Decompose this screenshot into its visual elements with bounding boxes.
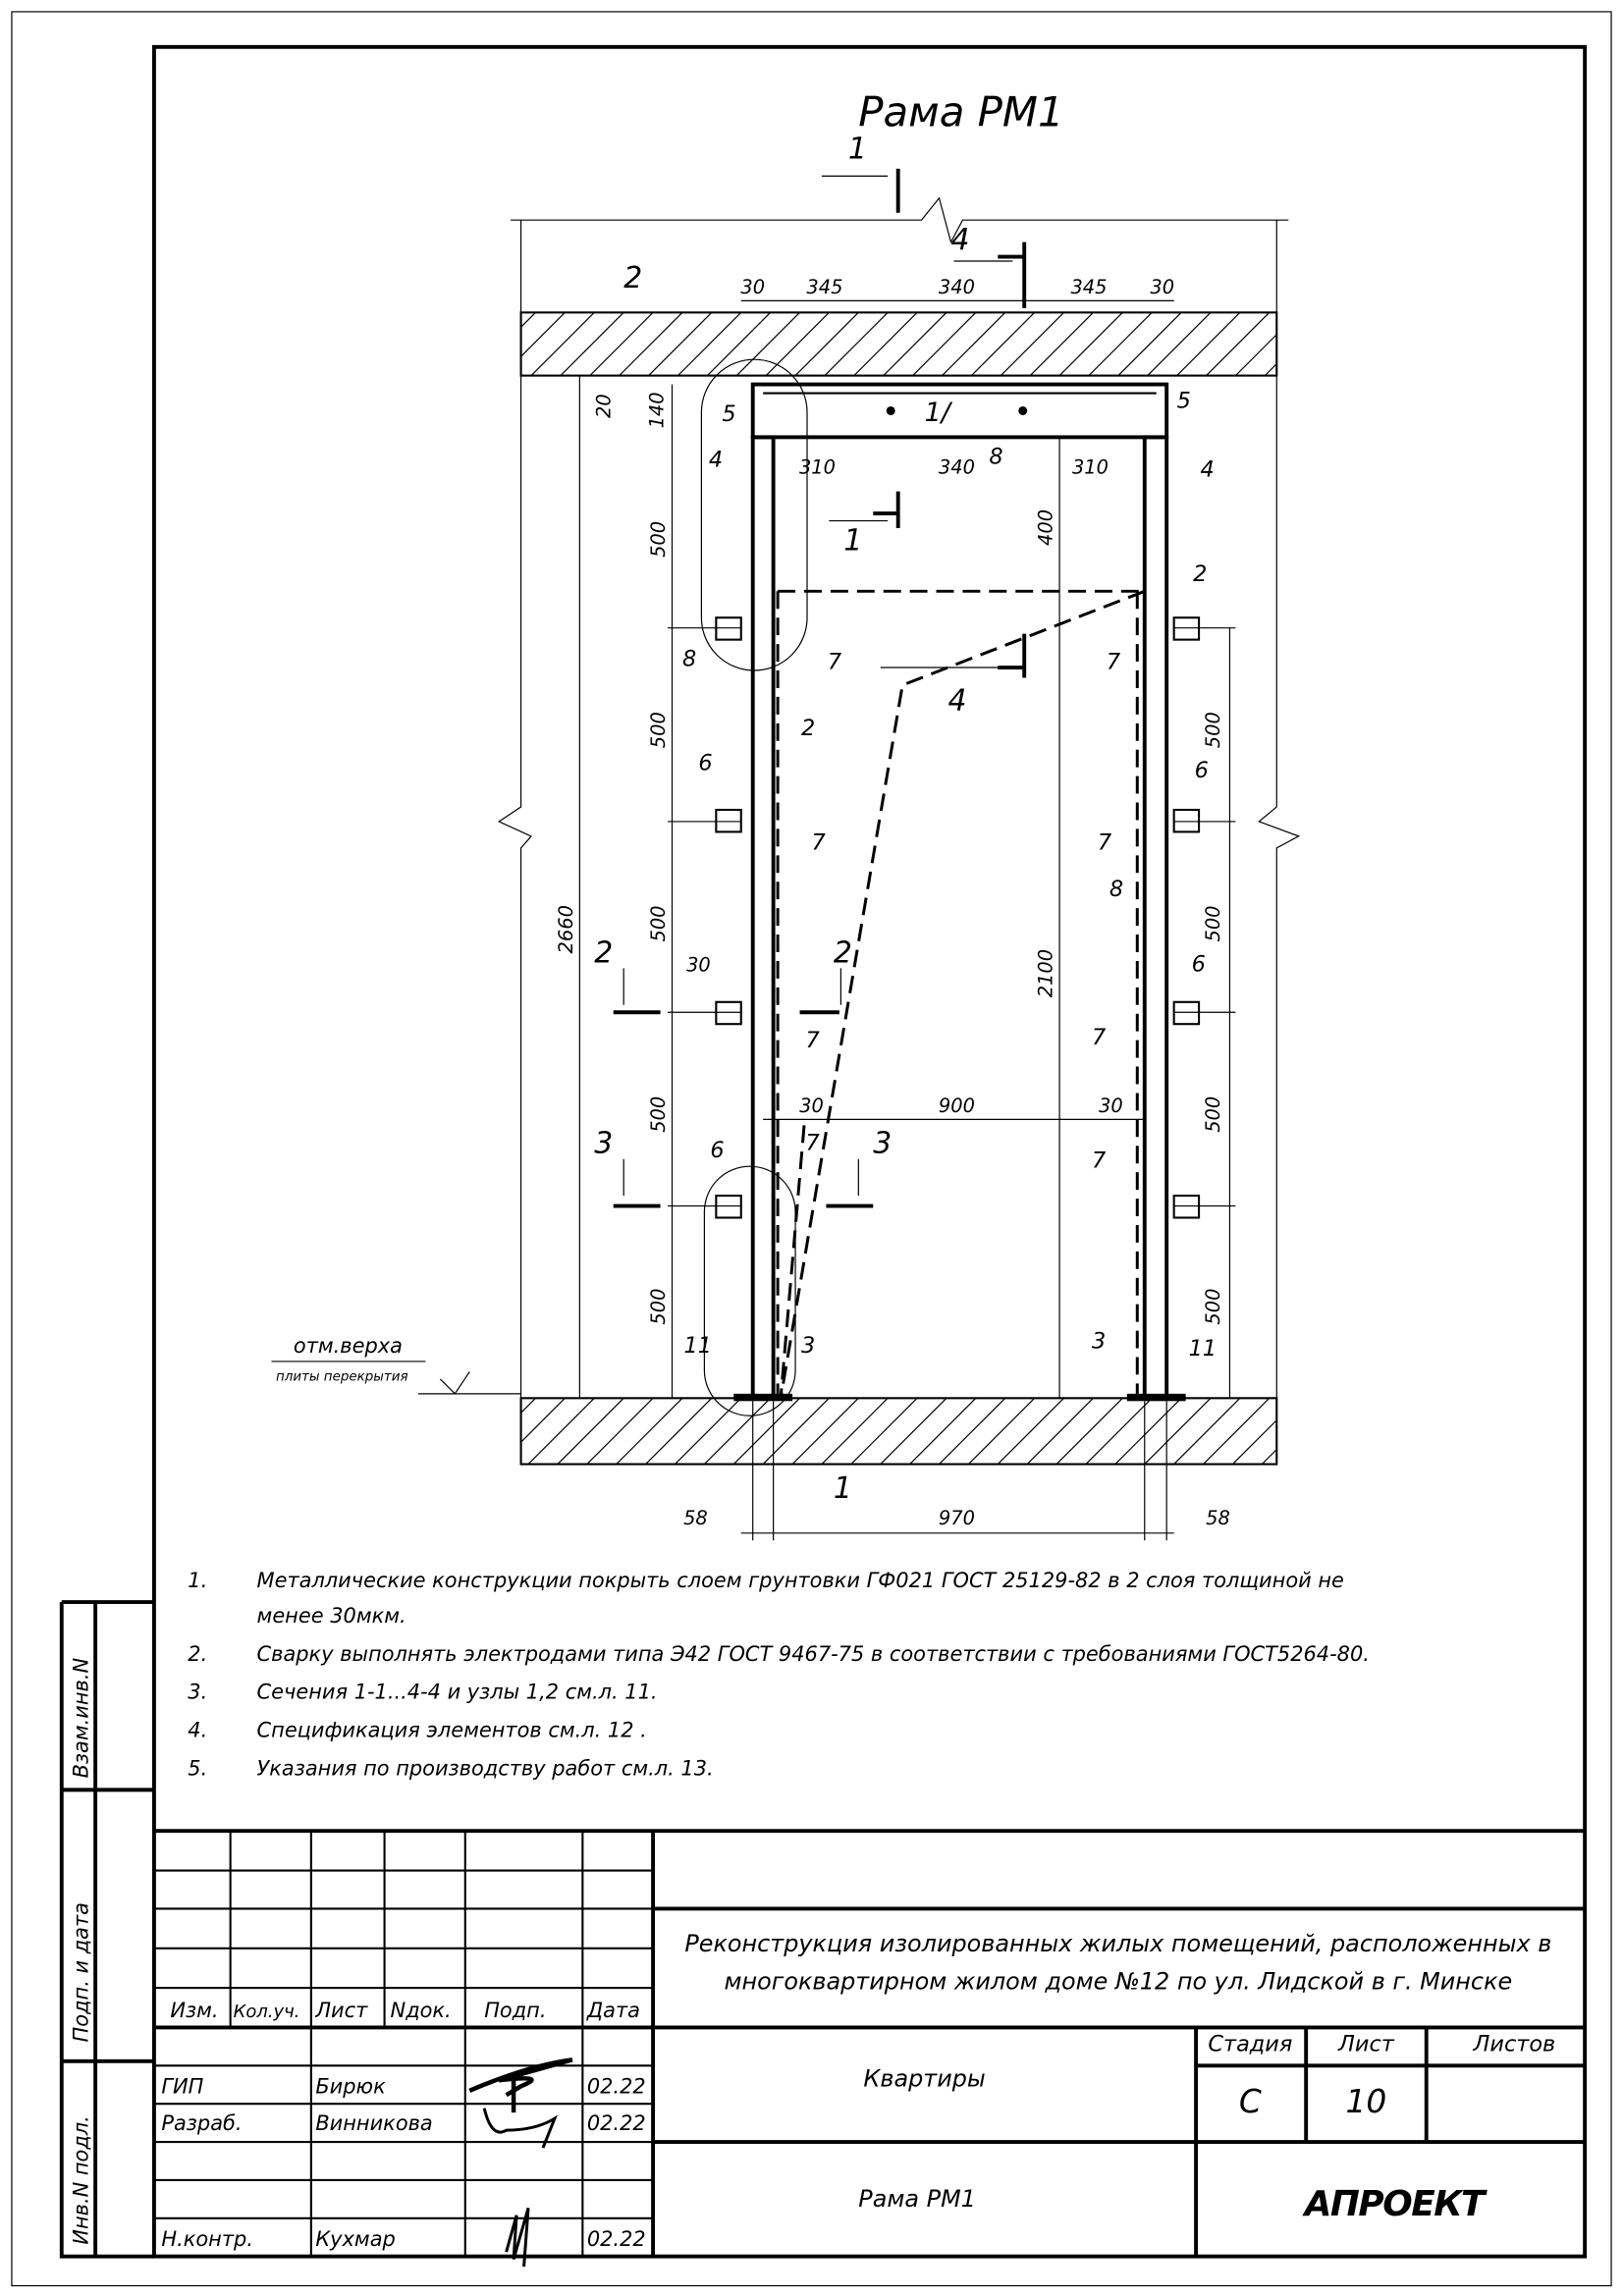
hatch-line xyxy=(704,1398,770,1464)
hatch-line xyxy=(1232,1420,1276,1465)
svg-text:500: 500 xyxy=(647,520,671,558)
svg-text:3: 3 xyxy=(1091,1328,1107,1355)
hatch-line xyxy=(1027,1398,1093,1464)
hatch-line xyxy=(733,1398,799,1464)
svg-text:2: 2 xyxy=(594,935,614,971)
svg-text:500: 500 xyxy=(1201,712,1224,749)
svg-text:Листов: Листов xyxy=(1473,2031,1556,2057)
svg-text:7: 7 xyxy=(805,1130,820,1156)
hatch-line xyxy=(1086,1398,1152,1464)
hatch-line xyxy=(1207,312,1270,375)
callout-labels xyxy=(594,132,1217,1506)
hatch-line xyxy=(943,312,1005,375)
bolt-icon xyxy=(1018,406,1027,415)
svg-text:3: 3 xyxy=(873,1126,893,1161)
hatch-line xyxy=(531,312,594,375)
dimension-lines xyxy=(418,300,1235,1540)
svg-text:7: 7 xyxy=(805,1028,820,1054)
svg-text:7: 7 xyxy=(811,829,826,856)
svg-text:10: 10 xyxy=(1345,2082,1387,2121)
hatch-line xyxy=(590,312,653,375)
title-block xyxy=(154,1831,1585,2267)
company-logo: АПРОЕКТ xyxy=(1304,2183,1485,2224)
svg-text:8: 8 xyxy=(681,646,697,672)
svg-text:Разраб.: Разраб. xyxy=(161,2111,243,2136)
svg-text:20: 20 xyxy=(592,394,616,418)
svg-text:5: 5 xyxy=(1176,388,1191,414)
hatch-line xyxy=(587,1398,653,1464)
hatch-line xyxy=(521,312,536,327)
svg-text:ГИП: ГИП xyxy=(161,2074,204,2099)
svg-text:02.22: 02.22 xyxy=(586,2074,646,2099)
svg-text:Бирюк: Бирюк xyxy=(315,2074,386,2099)
side-strip xyxy=(62,1602,154,2257)
hatch-line xyxy=(910,1398,976,1464)
hatch-line xyxy=(617,1398,682,1464)
svg-text:11: 11 xyxy=(1188,1335,1217,1362)
hatch-line xyxy=(766,312,829,375)
svg-text:Лист: Лист xyxy=(315,1999,368,2023)
svg-text:970: 970 xyxy=(938,1506,975,1529)
svg-text:340: 340 xyxy=(938,275,975,298)
notes xyxy=(188,1569,1370,1780)
svg-text:500: 500 xyxy=(647,1288,671,1325)
svg-text:345: 345 xyxy=(806,275,843,298)
svg-text:7: 7 xyxy=(1091,1025,1107,1051)
hatch-line xyxy=(1001,312,1063,375)
svg-text:Сварку выполнять электродами т: Сварку выполнять электродами типа Э42 ГОСТ 9467-75 в соответствии с требованиями ГОСТ5264-80. xyxy=(256,1641,1370,1666)
svg-text:310: 310 xyxy=(1071,455,1109,479)
hatch-line xyxy=(940,1398,1005,1464)
svg-text:Квартиры: Квартиры xyxy=(863,2064,986,2093)
level-mark-label: отм.верха xyxy=(293,1333,403,1358)
drawing-title: Рама РМ1 xyxy=(858,87,1064,136)
svg-text:2: 2 xyxy=(833,935,852,971)
svg-text:1.: 1. xyxy=(188,1569,208,1593)
hatch-line xyxy=(649,312,712,375)
hatch-line xyxy=(1265,364,1276,376)
hatch-line xyxy=(1204,1398,1270,1464)
bottom-slab xyxy=(521,1398,1277,1464)
svg-text:30: 30 xyxy=(1150,275,1175,298)
svg-text:Лист: Лист xyxy=(1338,2031,1394,2057)
svg-text:500: 500 xyxy=(1201,1288,1224,1325)
svg-text:2.: 2. xyxy=(188,1641,208,1666)
svg-text:500: 500 xyxy=(647,1095,671,1133)
svg-text:6: 6 xyxy=(710,1138,725,1164)
level-mark-sublabel: плиты перекрытия xyxy=(275,1369,408,1385)
svg-text:Кухмар: Кухмар xyxy=(315,2227,396,2252)
svg-text:Дата: Дата xyxy=(586,1999,640,2023)
svg-text:500: 500 xyxy=(1201,905,1224,942)
svg-text:Инв.N подл.: Инв.N подл. xyxy=(69,2115,93,2245)
hatch-line xyxy=(1177,312,1240,375)
svg-text:310: 310 xyxy=(798,455,837,479)
svg-text:5.: 5. xyxy=(188,1756,208,1781)
hatch-line xyxy=(676,1398,741,1464)
slab-hatching xyxy=(521,312,1277,1464)
left-column xyxy=(753,437,774,1398)
svg-text:02.22: 02.22 xyxy=(586,2227,646,2252)
svg-text:30: 30 xyxy=(799,1094,824,1117)
svg-text:4: 4 xyxy=(708,447,724,473)
hatch-line xyxy=(1118,312,1181,375)
svg-text:6: 6 xyxy=(1191,951,1206,978)
hatch-line xyxy=(521,1398,536,1413)
svg-text:7: 7 xyxy=(1106,649,1121,675)
svg-text:8: 8 xyxy=(1109,877,1124,903)
svg-text:Металлические конструкции покр: Металлические конструкции покрыть слоем грунтовки ГФ021 ГОСТ 25129-82 в 2 слоя толщиной не xyxy=(256,1569,1344,1593)
svg-text:Реконструкция изолированных жи: Реконструкция изолированных жилых помещений, расположенных в xyxy=(684,1929,1552,1957)
svg-text:30: 30 xyxy=(740,275,766,298)
svg-text:Изм.: Изм. xyxy=(170,1999,219,2023)
right-column xyxy=(1145,437,1166,1398)
svg-text:Винникова: Винникова xyxy=(315,2111,433,2136)
svg-text:30: 30 xyxy=(1099,1094,1123,1117)
svg-text:6: 6 xyxy=(698,750,713,776)
hatch-line xyxy=(1148,312,1211,375)
svg-text:многоквартирном жилом доме №12: многоквартирном жилом доме №12 по ул. Лидской в г. Минске xyxy=(724,1967,1513,1996)
hatch-line xyxy=(1030,312,1093,375)
hatch-line xyxy=(1115,1398,1181,1464)
svg-text:500: 500 xyxy=(647,712,671,749)
hatch-line xyxy=(881,1398,947,1464)
svg-text:30: 30 xyxy=(686,953,711,977)
frame-drawing xyxy=(271,132,1298,1540)
svg-text:1: 1 xyxy=(833,1470,852,1506)
svg-text:1/: 1/ xyxy=(924,397,950,428)
bolt-icon xyxy=(887,406,895,415)
hatch-line xyxy=(707,312,770,375)
svg-text:400: 400 xyxy=(1034,508,1057,546)
svg-text:7: 7 xyxy=(827,649,842,675)
svg-text:6: 6 xyxy=(1194,758,1209,784)
hatch-line xyxy=(884,312,947,375)
svg-text:345: 345 xyxy=(1070,275,1108,298)
svg-text:3: 3 xyxy=(594,1126,614,1161)
svg-text:900: 900 xyxy=(938,1094,975,1117)
hatch-line xyxy=(561,312,623,375)
inner-frame xyxy=(154,47,1585,2257)
svg-text:7: 7 xyxy=(1091,1148,1107,1174)
svg-text:02.22: 02.22 xyxy=(586,2111,646,2136)
hatch-line xyxy=(677,312,740,375)
hatch-line xyxy=(825,312,888,375)
hatch-line xyxy=(795,312,858,375)
hatch-line xyxy=(1262,1450,1276,1465)
svg-text:140: 140 xyxy=(645,392,669,429)
hatch-line xyxy=(528,1398,594,1464)
svg-text:Сечения 1-1...4-4 и узлы 1,2 с: Сечения 1-1...4-4 и узлы 1,2 см.л. 11. xyxy=(256,1680,658,1704)
svg-text:Nдок.: Nдок. xyxy=(390,1999,452,2023)
hatch-line xyxy=(822,1398,888,1464)
svg-text:5: 5 xyxy=(722,400,736,427)
svg-text:Взам.инв.N: Взам.инв.N xyxy=(69,1657,93,1779)
hatch-line xyxy=(971,312,1034,375)
hatch-line xyxy=(1089,312,1152,375)
hatch-line xyxy=(620,312,682,375)
svg-text:8: 8 xyxy=(989,444,1003,470)
hatch-line xyxy=(851,1398,917,1464)
svg-text:2660: 2660 xyxy=(554,905,577,954)
hatch-line xyxy=(1174,1398,1240,1464)
svg-text:4: 4 xyxy=(950,223,970,258)
hatch-line xyxy=(736,312,799,375)
hatch-line xyxy=(1145,1398,1211,1464)
svg-text:58: 58 xyxy=(1206,1506,1230,1529)
hatch-line xyxy=(1056,1398,1122,1464)
svg-text:11: 11 xyxy=(683,1332,712,1359)
svg-text:Кол.уч.: Кол.уч. xyxy=(233,2002,300,2023)
svg-text:340: 340 xyxy=(938,455,975,479)
svg-text:7: 7 xyxy=(1097,829,1112,856)
top-slab xyxy=(521,312,1277,375)
svg-text:500: 500 xyxy=(1201,1095,1224,1133)
svg-text:3: 3 xyxy=(801,1332,816,1359)
hatch-line xyxy=(558,1398,623,1464)
svg-text:Спецификация элементов см.л. 1: Спецификация элементов см.л. 12 . xyxy=(256,1718,647,1742)
hatch-line xyxy=(646,1398,712,1464)
svg-text:2: 2 xyxy=(801,715,816,741)
hatch-line xyxy=(1059,312,1122,375)
svg-text:58: 58 xyxy=(683,1506,708,1529)
hatch-line xyxy=(968,1398,1034,1464)
hatch-line xyxy=(521,312,566,356)
svg-text:1: 1 xyxy=(843,523,863,559)
svg-text:3.: 3. xyxy=(188,1680,208,1704)
svg-text:4.: 4. xyxy=(188,1718,208,1742)
dimension-labels xyxy=(555,276,1230,1529)
hatch-line xyxy=(792,1398,858,1464)
svg-text:2: 2 xyxy=(623,260,643,295)
svg-text:Подп.: Подп. xyxy=(484,1999,547,2023)
hatch-line xyxy=(521,1398,566,1442)
svg-text:1: 1 xyxy=(847,132,867,167)
svg-text:500: 500 xyxy=(647,905,671,942)
svg-text:Стадия: Стадия xyxy=(1208,2031,1293,2057)
svg-text:Указания по производству работ: Указания по производству работ см.л. 13. xyxy=(256,1756,714,1781)
svg-text:4: 4 xyxy=(1200,456,1215,483)
hatch-line xyxy=(854,312,917,375)
hatch-line xyxy=(913,312,976,375)
svg-text:2100: 2100 xyxy=(1034,948,1057,998)
svg-text:4: 4 xyxy=(947,683,967,719)
svg-text:Рама РМ1: Рама РМ1 xyxy=(858,2184,976,2213)
svg-text:2: 2 xyxy=(1193,561,1208,587)
svg-text:менее 30мкм.: менее 30мкм. xyxy=(256,1603,406,1628)
svg-text:Н.контр.: Н.контр. xyxy=(161,2227,253,2252)
svg-text:С: С xyxy=(1238,2082,1262,2121)
hatch-line xyxy=(998,1398,1063,1464)
svg-text:Подп. и дата: Подп. и дата xyxy=(69,1902,93,2043)
